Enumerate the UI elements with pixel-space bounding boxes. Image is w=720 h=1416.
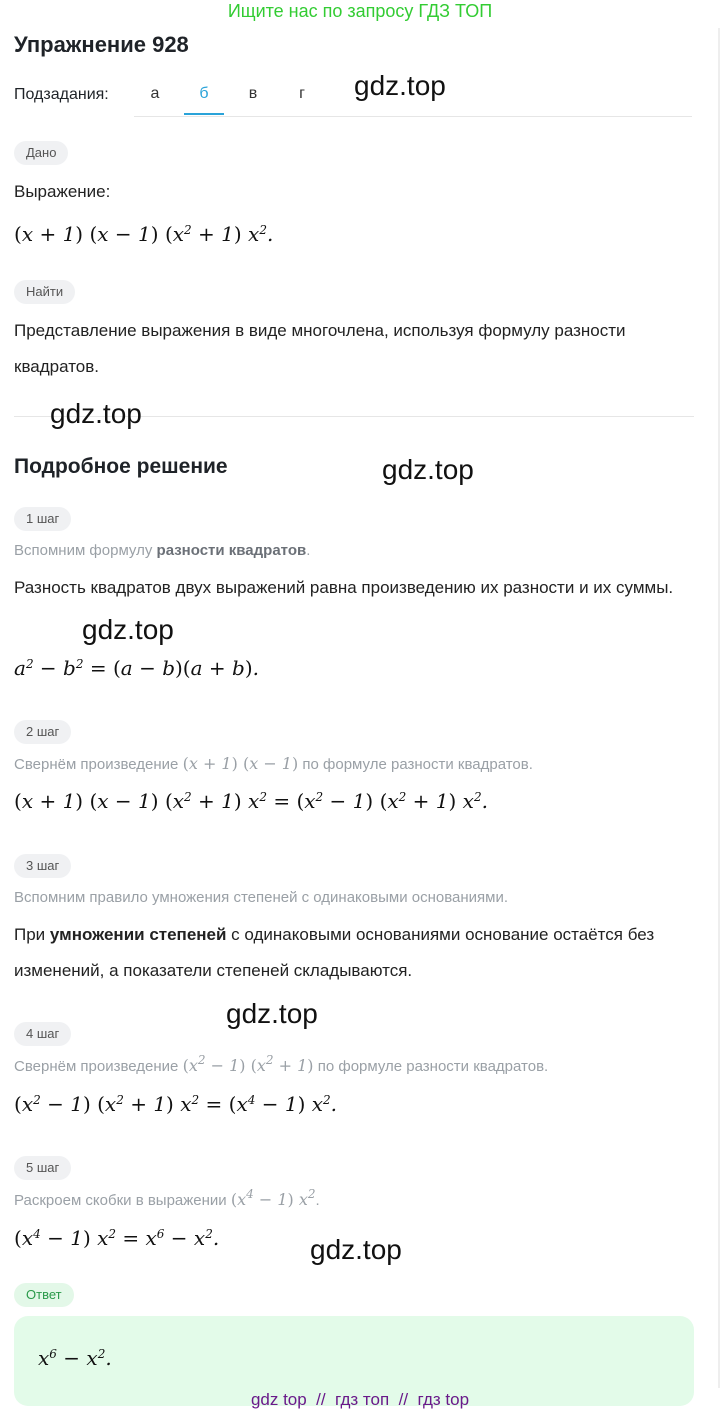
step-1-formula: $a^2 - b^2 = (a - b)(a + b)$.: [14, 656, 259, 680]
watermark: gdz.top: [50, 398, 142, 429]
step-3-hint: Вспомним правило умножения степеней с одинаковыми основаниями.: [14, 889, 508, 906]
watermark: gdz.top: [226, 998, 318, 1029]
given-label: Выражение:: [14, 182, 111, 201]
step-5-badge: 5 шаг: [14, 1156, 71, 1180]
step-1-text: Разность квадратов двух выражений равна произведению их разности и их суммы.: [14, 578, 674, 597]
watermark: gdz.top: [310, 1234, 402, 1265]
step-5-formula: $(x^4 - 1) x^2 = x^6 - x^2$.: [14, 1226, 220, 1250]
tab-a[interactable]: а: [150, 85, 160, 102]
step-2-badge: 2 шаг: [14, 720, 71, 744]
active-tab-indicator: [184, 113, 224, 115]
step-4-badge: 4 шаг: [14, 1022, 71, 1046]
subtasks-label: Подзадания:: [14, 86, 109, 103]
watermark: gdz.top: [354, 70, 446, 101]
step-4-formula: $(x^2 - 1) (x^2 + 1) x^2 = (x^4 - 1)$ $x^2$.: [14, 1092, 338, 1116]
footer-links[interactable]: gdz top // гдз топ // гдз top: [250, 1390, 470, 1409]
watermark: gdz.top: [82, 614, 174, 645]
answer-formula: $x^6 - x^2$.: [38, 1346, 112, 1370]
step-1-hint: Вспомним формулу разности квадратов.: [14, 542, 311, 559]
find-text: Представление выражения в виде многочлена, используя формулу разности квадратов.: [14, 321, 626, 376]
given-expression: (x + 1) (x − 1) $(x^2 + 1)$ $x^2$.: [14, 222, 274, 246]
answer-badge: Ответ: [14, 1283, 74, 1307]
step-3-text: При умножении степеней с одинаковыми основаниями основание остаётся без изменений, а показатели степеней складываются.: [14, 925, 655, 980]
step-3-badge: 3 шаг: [14, 854, 71, 878]
tab-g[interactable]: г: [299, 85, 305, 102]
tab-v[interactable]: в: [248, 85, 258, 102]
tab-b[interactable]: б: [199, 85, 209, 102]
watermark: gdz.top: [382, 454, 474, 485]
step-5-hint: Раскроем скобки в выражении $(x^4 - 1)$ $x^2$.: [14, 1187, 320, 1209]
step-1-badge: 1 шаг: [14, 507, 71, 531]
solution-heading: Подробное решение: [14, 455, 228, 478]
promo-banner: Ищите нас по запросу ГДЗ ТОП: [227, 1, 493, 21]
given-badge: Дано: [14, 141, 68, 165]
step-4-hint: Свернём произведение $(x^2 - 1) (x^2 + 1)$ по формуле разности квадратов.: [14, 1053, 549, 1075]
find-badge: Найти: [14, 280, 75, 304]
step-2-hint: Свернём произведение (x + 1) (x − 1) по формуле разности квадратов.: [14, 754, 533, 773]
tabs-divider: [134, 116, 692, 117]
step-2-formula: (x + 1) (x − 1) $(x^2 + 1) x^2 = (x^2 - 1) (x^2 + 1)$ $x^2$.: [14, 789, 488, 813]
page-title: Упражнение 928: [14, 32, 189, 57]
